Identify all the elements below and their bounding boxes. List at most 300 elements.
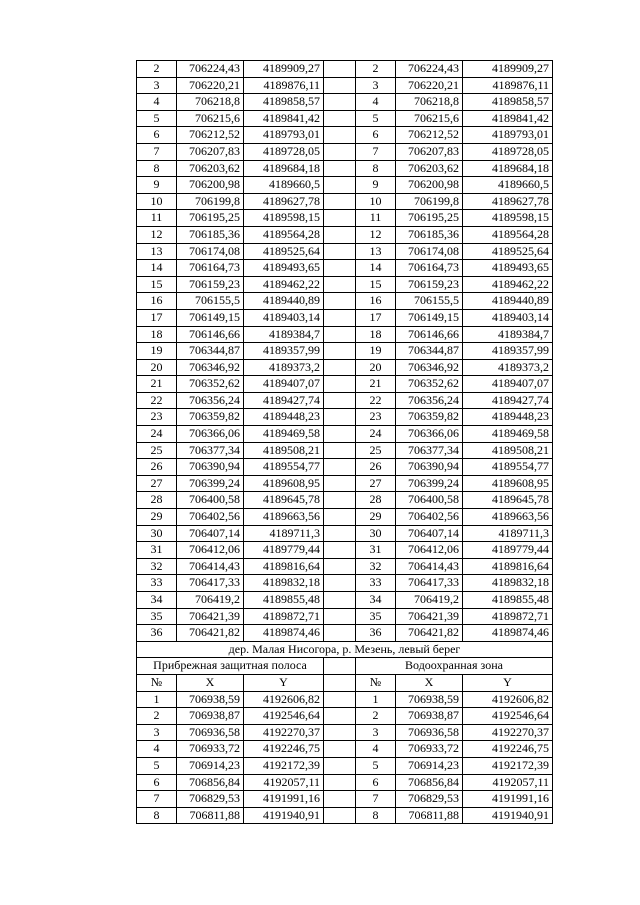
left-point-number: 4	[137, 741, 177, 758]
left-x-coordinate: 706346,92	[177, 359, 244, 376]
table-row	[137, 741, 553, 758]
gap-cell	[324, 77, 356, 94]
left-y-coordinate: 4192606,82	[244, 691, 324, 708]
left-x-coordinate: 706399,24	[177, 475, 244, 492]
right-x-coordinate: 706421,39	[396, 608, 463, 625]
right-point-number: 3	[356, 724, 396, 741]
left-y-coordinate: 4189728,05	[244, 143, 324, 160]
right-x-coordinate: 706199,8	[396, 193, 463, 210]
left-point-number: 5	[137, 110, 177, 127]
table-row	[137, 608, 553, 625]
right-point-number: 31	[356, 542, 396, 559]
table-row	[137, 691, 553, 708]
left-point-number: 6	[137, 127, 177, 144]
table-row	[137, 724, 553, 741]
left-x-coordinate: 706402,56	[177, 509, 244, 526]
right-point-number: 17	[356, 309, 396, 326]
gap-cell	[324, 592, 356, 609]
right-point-number: 34	[356, 592, 396, 609]
table-row	[137, 143, 553, 160]
right-x-coordinate: 706856,84	[396, 774, 463, 791]
left-y-coordinate: 4189645,78	[244, 492, 324, 509]
left-x-coordinate: 706218,8	[177, 94, 244, 111]
left-x-coordinate: 706421,39	[177, 608, 244, 625]
gap-cell	[324, 160, 356, 177]
left-x-coordinate: 706417,33	[177, 575, 244, 592]
left-y-coordinate: 4189858,57	[244, 94, 324, 111]
table-row	[137, 409, 553, 426]
left-zone-title: Прибрежная защитная полоса	[137, 658, 324, 675]
right-y-coordinate: 4189660,5	[463, 177, 553, 194]
left-y-coordinate: 4189598,15	[244, 210, 324, 227]
left-x-coordinate: 706224,43	[177, 61, 244, 78]
right-point-number: 18	[356, 326, 396, 343]
right-point-number: 5	[356, 757, 396, 774]
right-x-coordinate: 706407,14	[396, 525, 463, 542]
left-x-coordinate: 706407,14	[177, 525, 244, 542]
right-x-coordinate: 706377,34	[396, 442, 463, 459]
gap-cell	[324, 791, 356, 808]
right-y-coordinate: 4189832,18	[463, 575, 553, 592]
right-point-number: 2	[356, 61, 396, 78]
left-point-number: 30	[137, 525, 177, 542]
gap-cell	[324, 674, 356, 691]
left-point-number: 15	[137, 276, 177, 293]
right-x-coordinate: 706417,33	[396, 575, 463, 592]
right-y-coordinate: 4189384,7	[463, 326, 553, 343]
left-y-coordinate: 4192172,39	[244, 757, 324, 774]
left-y-coordinate: 4189403,14	[244, 309, 324, 326]
left-point-number: 32	[137, 558, 177, 575]
right-y-coordinate: 4192172,39	[463, 757, 553, 774]
left-x-coordinate: 706155,5	[177, 293, 244, 310]
left-point-number: 26	[137, 459, 177, 476]
left-y-coordinate: 4189816,64	[244, 558, 324, 575]
right-point-number: 23	[356, 409, 396, 426]
gap-cell	[324, 293, 356, 310]
left-point-number: 33	[137, 575, 177, 592]
right-point-number: 30	[356, 525, 396, 542]
gap-cell	[324, 309, 356, 326]
right-x-coordinate: 706402,56	[396, 509, 463, 526]
left-point-number: 2	[137, 708, 177, 725]
right-point-number: 7	[356, 143, 396, 160]
right-x-coordinate: 706933,72	[396, 741, 463, 758]
right-point-number: 16	[356, 293, 396, 310]
top-rows	[137, 61, 553, 642]
table-row	[137, 475, 553, 492]
right-x-coordinate: 706400,58	[396, 492, 463, 509]
gap-cell	[324, 110, 356, 127]
left-x-coordinate: 706400,58	[177, 492, 244, 509]
table-row	[137, 94, 553, 111]
right-point-number: 13	[356, 243, 396, 260]
right-x-coordinate: 706938,59	[396, 691, 463, 708]
left-x-coordinate: 706200,98	[177, 177, 244, 194]
left-point-number: 17	[137, 309, 177, 326]
right-point-number: 2	[356, 708, 396, 725]
left-point-number: 27	[137, 475, 177, 492]
right-point-number: 21	[356, 376, 396, 393]
gap-cell	[324, 260, 356, 277]
gap-cell	[324, 193, 356, 210]
left-y-coordinate: 4189373,2	[244, 359, 324, 376]
left-y-coordinate: 4189427,74	[244, 392, 324, 409]
right-point-number: 19	[356, 343, 396, 360]
left-point-number: 8	[137, 160, 177, 177]
gap-cell	[324, 376, 356, 393]
gap-cell	[324, 243, 356, 260]
section-title: дер. Малая Нисогора, р. Мезень, левый берег	[137, 641, 553, 658]
left-point-number: 10	[137, 193, 177, 210]
left-x-coordinate: 706199,8	[177, 193, 244, 210]
left-y-coordinate: 4189564,28	[244, 226, 324, 243]
right-x-coordinate: 706414,43	[396, 558, 463, 575]
left-point-number: 31	[137, 542, 177, 559]
right-y-coordinate: 4189403,14	[463, 309, 553, 326]
right-y-header: Y	[463, 674, 553, 691]
table-row	[137, 625, 553, 642]
left-x-coordinate: 706159,23	[177, 276, 244, 293]
left-y-coordinate: 4189448,23	[244, 409, 324, 426]
right-y-coordinate: 4189663,56	[463, 509, 553, 526]
left-x-coordinate: 706203,62	[177, 160, 244, 177]
left-x-coordinate: 706174,08	[177, 243, 244, 260]
right-y-coordinate: 4189564,28	[463, 226, 553, 243]
left-x-coordinate: 706938,87	[177, 708, 244, 725]
right-zone-title: Водоохранная зона	[356, 658, 553, 675]
left-x-coordinate: 706207,83	[177, 143, 244, 160]
left-point-number: 16	[137, 293, 177, 310]
table-row	[137, 160, 553, 177]
left-point-number: 7	[137, 791, 177, 808]
right-y-coordinate: 4192057,11	[463, 774, 553, 791]
left-x-coordinate: 706215,6	[177, 110, 244, 127]
left-point-number: 24	[137, 426, 177, 443]
left-point-number: 18	[137, 326, 177, 343]
left-point-number: 3	[137, 724, 177, 741]
table-row	[137, 509, 553, 526]
left-point-number: 2	[137, 61, 177, 78]
left-point-number: 28	[137, 492, 177, 509]
right-point-number: 8	[356, 807, 396, 824]
right-x-coordinate: 706346,92	[396, 359, 463, 376]
table-row	[137, 592, 553, 609]
left-y-coordinate: 4189874,46	[244, 625, 324, 642]
right-x-coordinate: 706421,82	[396, 625, 463, 642]
right-y-coordinate: 4189858,57	[463, 94, 553, 111]
right-y-coordinate: 4189448,23	[463, 409, 553, 426]
right-x-coordinate: 706155,5	[396, 293, 463, 310]
gap-cell	[324, 409, 356, 426]
right-x-coordinate: 706359,82	[396, 409, 463, 426]
left-y-coordinate: 4189779,44	[244, 542, 324, 559]
left-point-number: 12	[137, 226, 177, 243]
right-point-number: 11	[356, 210, 396, 227]
left-y-coordinate: 4189711,3	[244, 525, 324, 542]
left-x-coordinate: 706366,06	[177, 426, 244, 443]
left-x-coordinate: 706933,72	[177, 741, 244, 758]
left-y-coordinate: 4189407,07	[244, 376, 324, 393]
left-y-coordinate: 4189554,77	[244, 459, 324, 476]
gap-cell	[324, 210, 356, 227]
left-point-number: 19	[137, 343, 177, 360]
gap-cell	[324, 542, 356, 559]
left-point-number: 29	[137, 509, 177, 526]
left-x-coordinate: 706344,87	[177, 343, 244, 360]
right-point-number: 7	[356, 791, 396, 808]
right-x-coordinate: 706811,88	[396, 807, 463, 824]
right-x-coordinate: 706185,36	[396, 226, 463, 243]
right-y-coordinate: 4189711,3	[463, 525, 553, 542]
gap-cell	[324, 658, 356, 675]
left-y-coordinate: 4189684,18	[244, 160, 324, 177]
left-x-coordinate: 706195,25	[177, 210, 244, 227]
right-point-number: 4	[356, 94, 396, 111]
right-y-coordinate: 4189493,65	[463, 260, 553, 277]
left-x-coordinate: 706146,66	[177, 326, 244, 343]
left-x-coordinate: 706185,36	[177, 226, 244, 243]
left-y-coordinate: 4189384,7	[244, 326, 324, 343]
table-row	[137, 542, 553, 559]
right-point-number: 27	[356, 475, 396, 492]
gap-cell	[324, 757, 356, 774]
left-num-header: №	[137, 674, 177, 691]
table-row	[137, 558, 553, 575]
left-x-coordinate: 706164,73	[177, 260, 244, 277]
left-y-coordinate: 4189440,89	[244, 293, 324, 310]
right-x-coordinate: 706212,52	[396, 127, 463, 144]
table-row	[137, 326, 553, 343]
table-row	[137, 525, 553, 542]
gap-cell	[324, 608, 356, 625]
right-point-number: 9	[356, 177, 396, 194]
zone-title-row	[137, 658, 553, 675]
left-point-number: 5	[137, 757, 177, 774]
gap-cell	[324, 143, 356, 160]
right-point-number: 1	[356, 691, 396, 708]
left-y-coordinate: 4192546,64	[244, 708, 324, 725]
bottom-rows	[137, 691, 553, 824]
left-y-coordinate: 4189660,5	[244, 177, 324, 194]
left-point-number: 22	[137, 392, 177, 409]
right-x-coordinate: 706914,23	[396, 757, 463, 774]
right-y-coordinate: 4192546,64	[463, 708, 553, 725]
right-y-coordinate: 4189841,42	[463, 110, 553, 127]
right-x-coordinate: 706218,8	[396, 94, 463, 111]
table-row	[137, 376, 553, 393]
right-y-coordinate: 4189645,78	[463, 492, 553, 509]
gap-cell	[324, 127, 356, 144]
left-point-number: 7	[137, 143, 177, 160]
table-row	[137, 110, 553, 127]
right-point-number: 35	[356, 608, 396, 625]
right-x-coordinate: 706224,43	[396, 61, 463, 78]
left-x-coordinate: 706829,53	[177, 791, 244, 808]
right-y-coordinate: 4189874,46	[463, 625, 553, 642]
gap-cell	[324, 475, 356, 492]
right-point-number: 32	[356, 558, 396, 575]
left-y-coordinate: 4189627,78	[244, 193, 324, 210]
right-y-coordinate: 4189427,74	[463, 392, 553, 409]
left-y-coordinate: 4189832,18	[244, 575, 324, 592]
table-row	[137, 426, 553, 443]
gap-cell	[324, 276, 356, 293]
left-x-coordinate: 706212,52	[177, 127, 244, 144]
left-point-number: 8	[137, 807, 177, 824]
right-point-number: 24	[356, 426, 396, 443]
right-y-coordinate: 4192606,82	[463, 691, 553, 708]
left-y-coordinate: 4189855,48	[244, 592, 324, 609]
section-block	[137, 641, 553, 691]
gap-cell	[324, 61, 356, 78]
table-row	[137, 177, 553, 194]
right-point-number: 12	[356, 226, 396, 243]
right-x-coordinate: 706936,58	[396, 724, 463, 741]
gap-cell	[324, 459, 356, 476]
right-x-coordinate: 706220,21	[396, 77, 463, 94]
table-row	[137, 127, 553, 144]
gap-cell	[324, 525, 356, 542]
coordinates-table	[136, 60, 553, 824]
left-y-coordinate: 4189663,56	[244, 509, 324, 526]
left-point-number: 1	[137, 691, 177, 708]
gap-cell	[324, 343, 356, 360]
table-row	[137, 193, 553, 210]
right-point-number: 14	[356, 260, 396, 277]
left-y-coordinate: 4189608,95	[244, 475, 324, 492]
right-y-coordinate: 4189462,22	[463, 276, 553, 293]
table-row	[137, 708, 553, 725]
right-y-coordinate: 4189779,44	[463, 542, 553, 559]
right-y-coordinate: 4192246,75	[463, 741, 553, 758]
right-x-coordinate: 706938,87	[396, 708, 463, 725]
right-point-number: 33	[356, 575, 396, 592]
right-y-coordinate: 4189598,15	[463, 210, 553, 227]
right-point-number: 25	[356, 442, 396, 459]
left-point-number: 6	[137, 774, 177, 791]
right-y-coordinate: 4189816,64	[463, 558, 553, 575]
left-y-coordinate: 4189872,71	[244, 608, 324, 625]
right-x-coordinate: 706200,98	[396, 177, 463, 194]
gap-cell	[324, 807, 356, 824]
left-point-number: 21	[137, 376, 177, 393]
gap-cell	[324, 226, 356, 243]
right-point-number: 4	[356, 741, 396, 758]
left-y-coordinate: 4189841,42	[244, 110, 324, 127]
table-row	[137, 774, 553, 791]
table-row	[137, 293, 553, 310]
gap-cell	[324, 392, 356, 409]
right-x-coordinate: 706829,53	[396, 791, 463, 808]
right-y-coordinate: 4189684,18	[463, 160, 553, 177]
right-x-coordinate: 706203,62	[396, 160, 463, 177]
gap-cell	[324, 558, 356, 575]
left-y-coordinate: 4192270,37	[244, 724, 324, 741]
right-x-coordinate: 706390,94	[396, 459, 463, 476]
right-x-coordinate: 706195,25	[396, 210, 463, 227]
left-point-number: 35	[137, 608, 177, 625]
left-point-number: 25	[137, 442, 177, 459]
right-x-coordinate: 706159,23	[396, 276, 463, 293]
left-y-coordinate: 4189469,58	[244, 426, 324, 443]
left-x-coordinate: 706412,06	[177, 542, 244, 559]
left-x-coordinate: 706421,82	[177, 625, 244, 642]
right-y-coordinate: 4191991,16	[463, 791, 553, 808]
right-y-coordinate: 4189407,07	[463, 376, 553, 393]
right-y-coordinate: 4189508,21	[463, 442, 553, 459]
left-y-coordinate: 4189508,21	[244, 442, 324, 459]
left-y-coordinate: 4189525,64	[244, 243, 324, 260]
table-row	[137, 575, 553, 592]
left-x-coordinate: 706414,43	[177, 558, 244, 575]
left-x-coordinate: 706352,62	[177, 376, 244, 393]
left-point-number: 20	[137, 359, 177, 376]
left-y-coordinate: 4189793,01	[244, 127, 324, 144]
right-y-coordinate: 4189876,11	[463, 77, 553, 94]
right-x-coordinate: 706207,83	[396, 143, 463, 160]
gap-cell	[324, 94, 356, 111]
left-point-number: 14	[137, 260, 177, 277]
right-point-number: 6	[356, 127, 396, 144]
left-x-coordinate: 706936,58	[177, 724, 244, 741]
gap-cell	[324, 625, 356, 642]
right-y-coordinate: 4189554,77	[463, 459, 553, 476]
left-y-coordinate: 4189493,65	[244, 260, 324, 277]
left-point-number: 9	[137, 177, 177, 194]
right-y-coordinate: 4189357,99	[463, 343, 553, 360]
right-point-number: 5	[356, 110, 396, 127]
table-row	[137, 359, 553, 376]
right-y-coordinate: 4189608,95	[463, 475, 553, 492]
right-point-number: 10	[356, 193, 396, 210]
right-y-coordinate: 4192270,37	[463, 724, 553, 741]
left-x-coordinate: 706356,24	[177, 392, 244, 409]
left-y-header: Y	[244, 674, 324, 691]
table-row	[137, 442, 553, 459]
right-x-coordinate: 706352,62	[396, 376, 463, 393]
right-y-coordinate: 4189872,71	[463, 608, 553, 625]
table-row	[137, 392, 553, 409]
right-x-coordinate: 706356,24	[396, 392, 463, 409]
left-y-coordinate: 4191940,91	[244, 807, 324, 824]
left-x-coordinate: 706359,82	[177, 409, 244, 426]
table-row	[137, 61, 553, 78]
right-y-coordinate: 4191940,91	[463, 807, 553, 824]
right-y-coordinate: 4189373,2	[463, 359, 553, 376]
gap-cell	[324, 177, 356, 194]
left-point-number: 3	[137, 77, 177, 94]
right-x-coordinate: 706215,6	[396, 110, 463, 127]
left-x-coordinate: 706811,88	[177, 807, 244, 824]
right-x-coordinate: 706366,06	[396, 426, 463, 443]
right-y-coordinate: 4189728,05	[463, 143, 553, 160]
gap-cell	[324, 708, 356, 725]
gap-cell	[324, 774, 356, 791]
left-y-coordinate: 4189462,22	[244, 276, 324, 293]
right-y-coordinate: 4189855,48	[463, 592, 553, 609]
left-x-header: X	[177, 674, 244, 691]
gap-cell	[324, 691, 356, 708]
left-y-coordinate: 4189357,99	[244, 343, 324, 360]
table-row	[137, 807, 553, 824]
right-point-number: 20	[356, 359, 396, 376]
left-x-coordinate: 706856,84	[177, 774, 244, 791]
right-x-coordinate: 706419,2	[396, 592, 463, 609]
table-row	[137, 210, 553, 227]
table-row	[137, 276, 553, 293]
right-y-coordinate: 4189627,78	[463, 193, 553, 210]
